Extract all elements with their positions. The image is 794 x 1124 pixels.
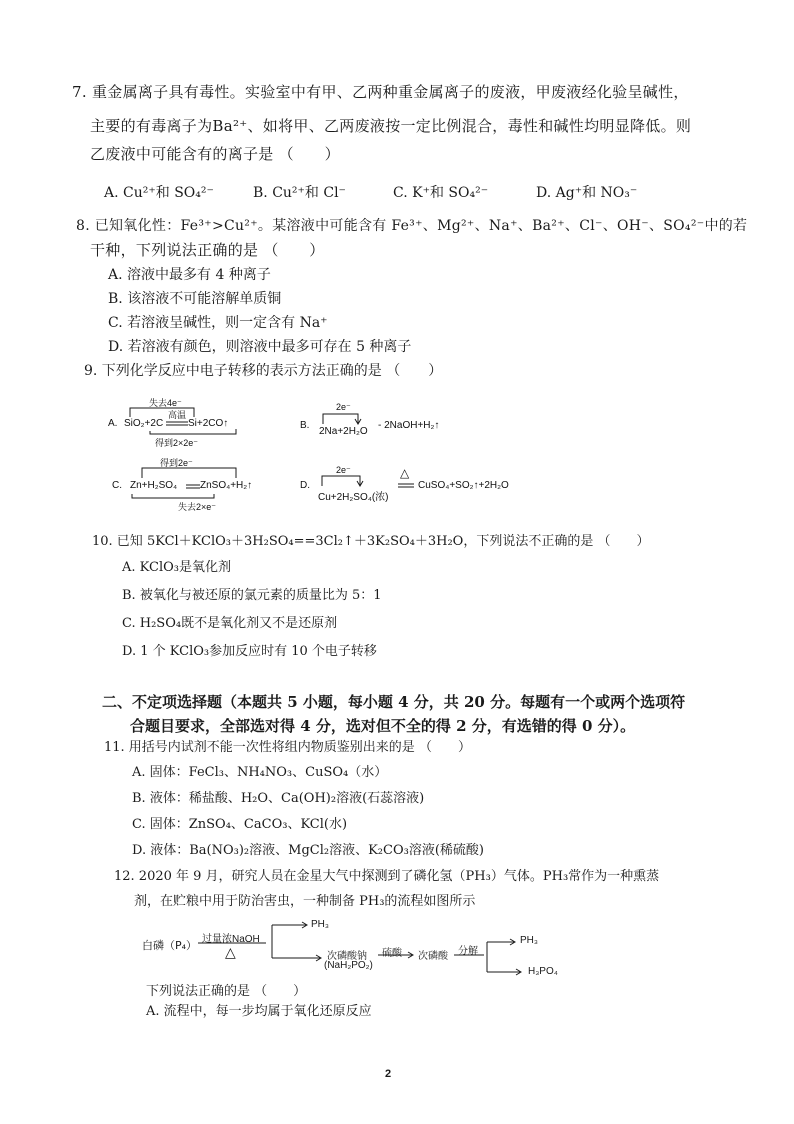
q11-option-a: A. 固体：FeCl₃、NH₄NO₃、CuSO₄（水） — [132, 765, 388, 780]
q7-option-c: C. K⁺和 SO₄²⁻ — [393, 185, 489, 201]
q9-a-reactants: SiO₂+2C — [124, 418, 164, 429]
q10-option-a: A. KClO₃是氧化剂 — [122, 560, 231, 575]
q9-c-reactants: Zn+H₂SO₄ — [130, 480, 178, 491]
q9-c-bottom-label: 失去2×e⁻ — [178, 502, 217, 512]
flow-decompose: 分解 — [458, 946, 478, 957]
q9-d-reactants: Cu+2H₂SO₄(浓) — [318, 492, 389, 503]
q12-option-a: A. 流程中，每一步均属于氧化还原反应 — [146, 1004, 372, 1019]
q11-option-c: C. 固体：ZnSO₄、CaCO₃、KCl(水) — [132, 817, 348, 832]
q9-a-bottom-bracket — [150, 429, 236, 434]
q9-a-letter: A. — [108, 418, 118, 429]
q9-a-bottom-label: 得到2×2e⁻ — [155, 438, 199, 448]
q9-c-top-label: 得到2e⁻ — [160, 458, 193, 468]
flow-sodium-hypophosphite: 次磷酸钠 — [327, 951, 367, 962]
q9-a-top-bracket — [130, 408, 194, 417]
section2-line1: 二、不定项选择题（本题共 5 小题，每小题 4 分，共 20 分。每题有一个或两个选项符 — [102, 693, 686, 711]
q8-line2: 干种，下列说法正确的是 （ ） — [90, 241, 325, 259]
q9-b-top-label: 2e⁻ — [336, 402, 351, 412]
q9-d-heat: △ — [400, 466, 410, 480]
flow-start-white-phosphorus: 白磷（P₄） — [142, 939, 198, 952]
q9-c-top-bracket — [142, 468, 236, 478]
q7-line3: 乙废液中可能含有的离子是 （ ） — [90, 145, 340, 163]
q8-option-c: C. 若溶液呈碱性，则一定含有 Na⁺ — [108, 315, 328, 331]
q9-a-top-label: 失去4e⁻ — [149, 398, 182, 408]
flow-nah2po2: (NaH₂PO₂) — [324, 960, 373, 971]
q9-c-bottom-bracket — [132, 494, 214, 498]
q7-option-a: A. Cu²⁺和 SO₄²⁻ — [104, 185, 214, 201]
q10-option-d: D. 1 个 KClO₃参加反应时有 10 个电子转移 — [122, 644, 377, 659]
q10-stem: 10. 已知 5KCl＋KClO₃＋3H₂SO₄==3Cl₂↑＋3K₂SO₄＋3H₂O，下列说法不正确的是 （ ） — [92, 534, 650, 549]
flow-ph3-top: PH₃ — [311, 919, 329, 930]
q12-ask: 下列说法正确的是 （ ） — [146, 984, 307, 999]
q8-option-a: A. 溶液中最多有 4 种离子 — [108, 267, 271, 283]
q10-option-c: C. H₂SO₄既不是氧化剂又不是还原剂 — [122, 616, 338, 631]
q9-stem: 9. 下列化学反应中电子转移的表示方法正确的是 （ ） — [84, 363, 443, 379]
q9-a-condition: 高温 — [168, 410, 187, 420]
q9-c-products: ZnSO₄+H₂↑ — [200, 480, 253, 491]
q11-stem: 11. 用括号内试剂不能一次性将组内物质鉴别出来的是 （ ） — [104, 740, 471, 755]
q9-b-letter: B. — [300, 420, 310, 431]
q8-option-d: D. 若溶液有颜色，则溶液中最多可存在 5 种离子 — [108, 339, 412, 355]
flow-hypophosphorous-acid: 次磷酸 — [418, 951, 448, 962]
q9-a-products: Si+2CO↑ — [188, 418, 229, 429]
q10-option-b: B. 被氧化与被还原的氯元素的质量比为 5：1 — [122, 588, 382, 603]
q9-b-reactants: 2Na+2H₂O — [319, 426, 368, 437]
q8-line1: 8. 已知氧化性：Fe³⁺>Cu²⁺。某溶液中可能含有 Fe³⁺、Mg²⁺、Na⁺、Ba²⁺、Cl⁻、OH⁻、SO₄²⁻中的若 — [76, 218, 748, 234]
q9-b-products: - 2NaOH+H₂↑ — [378, 420, 440, 431]
flow-h3po4: H₃PO₄ — [528, 966, 558, 977]
q11-option-d: D. 液体：Ba(NO₃)₂溶液、MgCl₂溶液、K₂CO₃溶液(稀硫酸) — [132, 843, 484, 858]
q8-option-b: B. 该溶液不可能溶解单质铜 — [108, 291, 282, 307]
q9-b-bracket — [323, 414, 358, 424]
q9-d-products: CuSO₄+SO₂↑+2H₂O — [418, 480, 509, 491]
q12-line1: 12. 2020 年 9 月，研究人员在金星大气中探测到了磷化氢（PH₃）气体。PH₃常作为一种熏蒸 — [114, 869, 660, 884]
q11-option-b: B. 液体：稀盐酸、H₂O、Ca(OH)₂溶液(石蕊溶液) — [132, 791, 425, 806]
q7-option-b: B. Cu²⁺和 Cl⁻ — [253, 185, 346, 201]
q9-d-bracket — [322, 476, 360, 486]
flow-sulfuric-acid: 硫酸 — [382, 948, 402, 959]
q9-d-letter: D. — [300, 480, 310, 491]
flow-heat-symbol: △ — [225, 944, 236, 960]
q9-d-top-label: 2e⁻ — [336, 465, 351, 475]
section2-line2: 合题目要求，全部选对得 4 分，选对但不全的得 2 分，有选错的得 0 分）。 — [130, 717, 636, 735]
page-number: 2 — [385, 1068, 392, 1080]
flow-reagent-naoh: 过量浓NaOH — [202, 934, 260, 945]
q9-c-letter: C. — [112, 480, 122, 491]
q7-line1: 7. 重金属离子具有毒性。实验室中有甲、乙两种重金属离子的废液，甲废液经化验呈碱性， — [72, 83, 689, 101]
q7-line2: 主要的有毒离子为Ba²⁺、如将甲、乙两废液按一定比例混合，毒性和碱性均明显降低。则 — [90, 117, 692, 135]
flow-ph3-right: PH₃ — [520, 935, 538, 946]
q12-line2: 剂，在贮粮中用于防治害虫，一种制备 PH₃的流程如图所示 — [134, 894, 476, 909]
q7-option-d: D. Ag⁺和 NO₃⁻ — [536, 185, 638, 201]
